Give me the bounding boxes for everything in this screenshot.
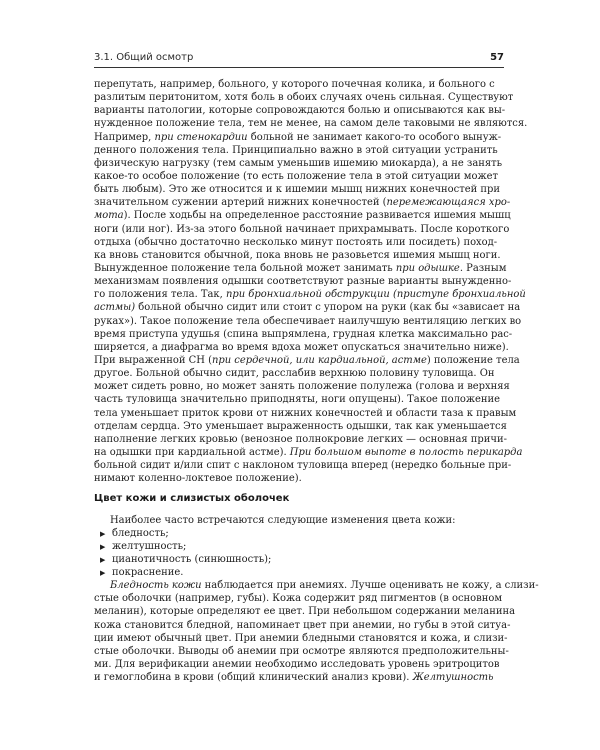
text-run: ширяется, а диафрагма во время вдоха может опускаться значительно ниже). [94, 341, 509, 353]
bullet-text: бледность; [112, 527, 169, 539]
text-run: ноги (или ног). Из-за этого больной начинает прихрамывать. После короткого [94, 223, 510, 235]
bullet-item [94, 553, 504, 566]
italic-run: перемежающаяся хро- [386, 197, 511, 209]
text-line [94, 288, 526, 301]
italic-run: При большом выпоте в полость перикарда [289, 446, 523, 458]
text-line [94, 104, 504, 117]
text-line [94, 619, 511, 632]
section-title: 3.1. Общий осмотр [94, 52, 194, 63]
text-run: время приступа удушья (спина выпрямлена, грудная клетка максимально рас- [94, 328, 513, 340]
text-line [94, 78, 504, 91]
text-line [94, 144, 504, 157]
text-run: разлитым перитонитом, хотя боль в обоих случаях очень сильная. Существуют [94, 92, 514, 104]
text-line [94, 380, 510, 393]
text-line [94, 645, 509, 658]
italic-run: при сердечной, или кардиальной, астме [211, 354, 427, 366]
italic-run: мота [94, 210, 124, 222]
text-run: нужденное положение тела, тем не менее, на самом деле таковыми не являются. [94, 118, 528, 130]
text-line [94, 472, 504, 485]
page-number: 57 [490, 52, 504, 63]
text-run: какое-то особое положение (то есть положение тела в этой ситуации может [94, 170, 499, 182]
bullet-text: желтушность; [112, 540, 187, 552]
page-body [94, 78, 539, 684]
text-run: руках»). Такое положение тела обеспечивает наилучшую вентиляцию легких во [94, 315, 522, 327]
text-line [94, 658, 504, 671]
italic-run: астмы) [94, 302, 136, 314]
text-run: механизмам появления одышки соответствуют разные варианты вынужденно- [94, 276, 512, 288]
text-run: наблюдается при анемиях. Лучше оценивать не кожу, а слизи- [201, 580, 539, 592]
italic-run: Желтушность [412, 672, 494, 684]
bullet-text: цианотичность (синюшность); [112, 553, 272, 565]
text-run: и гемоглобина в крови (общий клинический анализ крови). [94, 672, 413, 684]
text-line [94, 196, 511, 209]
text-line [94, 393, 504, 406]
text-run: варианты патологии, которые сопровождаются болью и описываются как вы- [94, 105, 506, 117]
text-run: отделам сердца. Это уменьшает выраженность одышки, так как уменьшается [94, 420, 507, 432]
italic-run: при одышке [395, 262, 460, 274]
bullet-list [94, 527, 504, 580]
text-run: Вынужденное положение тела больной может занимать [94, 262, 396, 274]
text-run: наполнение легких кровью (венозное полнокровие легких — основная причи- [94, 433, 507, 445]
running-header [94, 52, 504, 68]
text-run: ми. Для верификации анемии необходимо исследовать уровень эритроцитов [94, 659, 500, 671]
header-rule [94, 67, 504, 68]
text-run: меланин), которые определяют ее цвет. При небольшом содержании меланина [94, 606, 515, 618]
text-line [94, 579, 539, 592]
text-line [94, 341, 509, 354]
text-run: кожа становится бледной, напоминает цвет при анемии, но губы в этой ситуа- [94, 619, 511, 631]
text-run: часть туловища значительно приподняты, ноги опущены). Такое положение [94, 394, 501, 406]
text-run: При выраженной СН ( [94, 354, 212, 366]
text-line [94, 249, 504, 262]
text-run: стые оболочки (например, губы). Кожа содержит ряд пигментов (в основном [94, 593, 503, 605]
text-line [94, 209, 511, 222]
text-run: перепутать, например, больного, у которого почечная колика, и больного с [94, 79, 495, 90]
paragraph-forced-position [94, 78, 528, 485]
triangle-bullet-icon: ▶ [100, 555, 106, 564]
bullet-item [94, 566, 504, 579]
text-line [94, 236, 504, 249]
text-run: больной не занимает какого-то особого вынуж- [247, 131, 502, 143]
intro-line: Наиболее часто встречаются следующие изменения цвета кожи: [110, 514, 456, 526]
text-run: физическую нагрузку (тем самым уменьшив ишемию миокарда), а не занять [94, 157, 503, 169]
triangle-bullet-icon: ▶ [100, 569, 106, 578]
text-run: денного положения тела. Принципиально важно в этой ситуации устранить [94, 144, 498, 156]
italic-run: Бледность кожи [110, 580, 202, 592]
text-line [94, 433, 507, 446]
text-run: нимают коленно-локтевое положение). [94, 473, 302, 485]
text-line [94, 170, 504, 183]
text-line [94, 420, 507, 433]
text-line [94, 446, 523, 459]
triangle-bullet-icon: ▶ [100, 542, 106, 551]
text-line [94, 262, 507, 275]
text-run: стые оболочки. Выводы об анемии при осмотре являются предположительны- [94, 645, 509, 657]
text-run: Например, [94, 131, 155, 143]
section-heading: Цвет кожи и слизистых оболочек [94, 493, 290, 505]
text-line [94, 275, 512, 288]
text-run: на одышки при кардиальной астме). [94, 446, 290, 458]
text-line [94, 605, 515, 618]
text-run: отдыха (обычно достаточно несколько минут постоять или посидеть) поход- [94, 236, 498, 248]
text-line [94, 223, 510, 236]
text-run: ) положение тела [426, 354, 520, 366]
text-run: может сидеть ровно, но может занять положение полулежа (голова и верхняя [94, 381, 510, 393]
text-run: другое. Больной обычно сидит, расслабив верхнюю половину туловища. Он [94, 368, 495, 380]
italic-run: при стенокардии [154, 131, 248, 143]
text-line [94, 91, 514, 104]
text-line [94, 157, 504, 170]
text-run: ). После ходьбы на определенное расстояние развивается ишемия мышц [123, 210, 511, 222]
text-line [94, 131, 504, 144]
text-line [94, 592, 504, 605]
bullet-item [94, 527, 504, 540]
paragraph-skin-pallor [94, 579, 539, 684]
text-line [94, 117, 528, 130]
bullet-text: покраснение. [112, 567, 184, 579]
text-line [94, 407, 517, 420]
text-run: тела уменьшает приток крови от нижних конечностей и области таза к правым [94, 407, 517, 419]
text-line [94, 671, 504, 684]
triangle-bullet-icon: ▶ [100, 529, 106, 538]
text-run: ции имеют обычный цвет. При анемии бледными становятся и кожа, и слизи- [94, 632, 508, 644]
text-run: . Разным [459, 262, 507, 274]
text-run: больной сидит и/или спит с наклоном туловища вперед (нередко больные при- [94, 460, 512, 472]
text-line [94, 301, 521, 314]
text-line [94, 367, 504, 380]
bullet-item [94, 540, 504, 553]
text-run: го положения тела. Так, [94, 289, 226, 301]
text-line [94, 459, 512, 472]
text-line [94, 354, 520, 367]
text-run: значительном сужении артерий нижних конечностей ( [94, 197, 387, 209]
text-run: быть любым). Это же относится и к ишемии мышц нижних конечностей при [94, 184, 500, 196]
text-line [94, 183, 504, 196]
text-run: ка вновь становится обычной, пока вновь не разовьется ишемия мышц ноги. [94, 249, 501, 261]
text-run: больной обычно сидит или стоит с упором на руки (как бы «зависает на [135, 302, 521, 314]
text-line [94, 315, 522, 328]
text-line [94, 632, 508, 645]
text-line [94, 328, 513, 341]
italic-run: при бронхиальной обструкции (приступе бронхиальной [225, 289, 526, 301]
